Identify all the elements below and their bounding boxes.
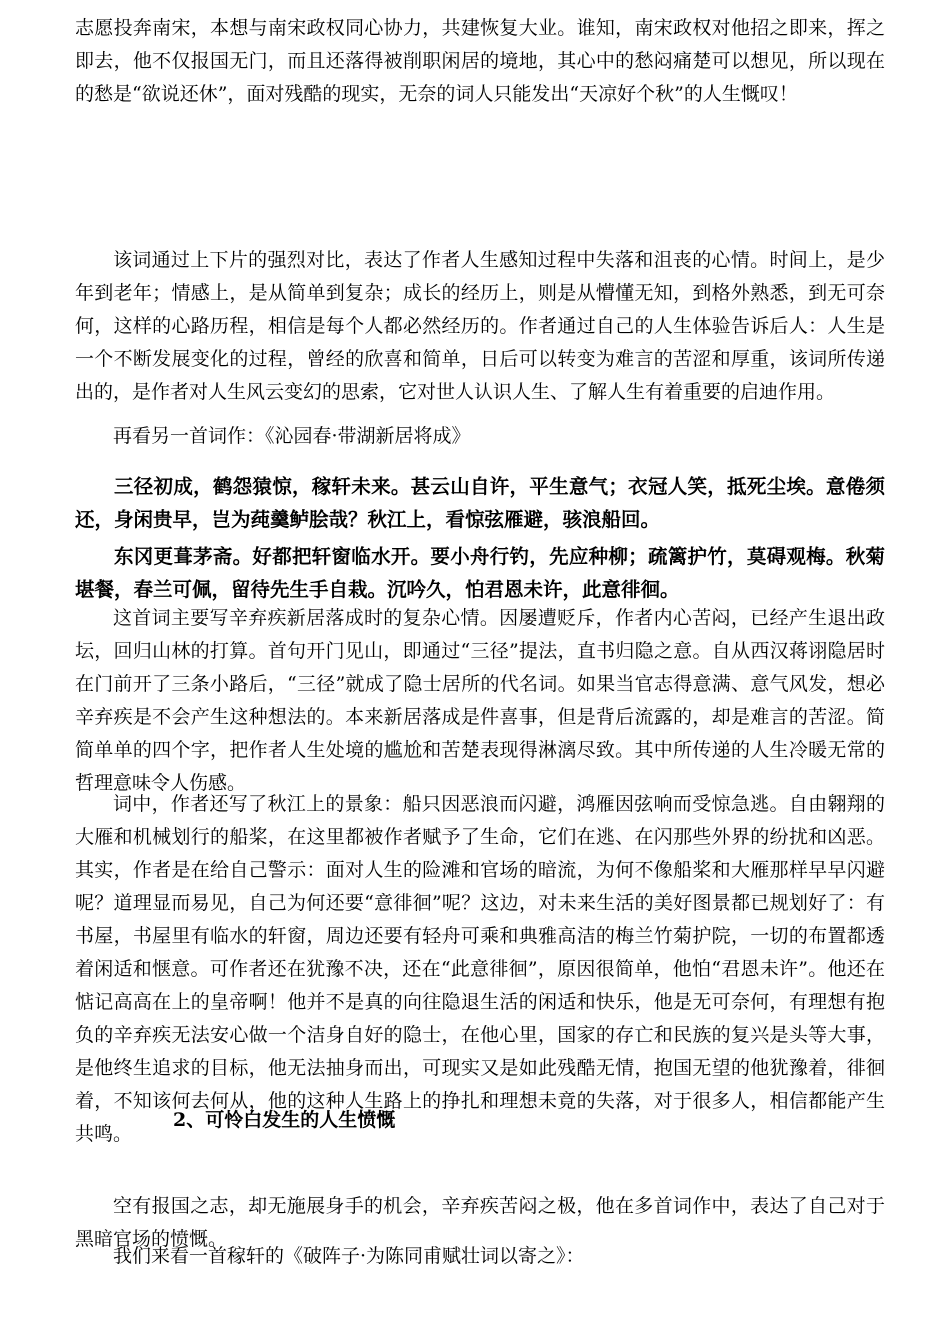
- paragraph-intro-poem: 再看另一首词作：《沁园春·带湖新居将成》: [113, 425, 471, 447]
- paragraph-3: 空有报国之志，却无施展身手的机会，辛弃疾苦闷之极，他在多首词作中，表达了自己对于黑暗官场的愤慨。: [75, 1195, 885, 1250]
- paragraph-4: 我们来看一首稼轩的《破阵子·为陈同甫赋壮词以寄之》：: [113, 1245, 585, 1267]
- paragraph-1: 志愿投奔南宋，本想与南宋政权同心协力，共建恢复大业。谁知，南宋政权对他招之即来，挥之即去，他不仅报国无门，而且还落得被削职闲居的境地，其心中的愁闷痛楚可以想见，所以现在的愁是“欲说还休”，面对残酷的现实，无奈的词人只能发出“天凉好个秋”的人生慨叹！: [75, 17, 885, 105]
- paragraph-2: 该词通过上下片的强烈对比，表达了作者人生感知过程中失落和沮丧的心情。时间上，是少年到老年；情感上，是从简单到复杂；成长的经历上，则是从懵懂无知，到格外熟悉，到无可奈何，这样的心路历程，相信是每个人都必然经历的。作者通过自己的人生体验告诉后人：人生是一个不断发展变化的过程，曾经的欣喜和简单，日后可以转变为难言的苦涩和厚重，该词所传递出的，是作者对人生风云变幻的思索，它对世人认识人生、了解人生有着重要的启迪作用。: [75, 249, 885, 403]
- section-heading: 2、可怜白发生的人生愤慨: [173, 1109, 396, 1131]
- paragraph-analysis-2: 词中，作者还写了秋江上的景象：船只因恶浪而闪避，鸿雁因弦响而受惊急逃。自由翱翔的大雁和机械划行的船桨，在这里都被作者赋予了生命，它们在逃、在闪那些外界的纷扰和凶恶。其实，作者是在给自己警示：面对人生的险滩和官场的暗流，为何不像船桨和大雁那样早早闪避呢？道理显而易见，自己为何还要“意徘徊”呢？这边，对未来生活的美好图景都已规划好了：有书屋，书屋里有临水的轩窗，周边还要有轻舟可乘和典雅高洁的梅兰竹菊护院，一切的布置都透着闲适和惬意。可作者还在犹豫不决，还在“此意徘徊”，原因很简单，他怕“君恩未许”。他还在惦记高高在上的皇帝啊！他并不是真的向往隐退生活的闲适和快乐，他是无可奈何，有理想有抱负的辛弃疾无法安心做一个洁身自好的隐士，在他心里，国家的存亡和民族的复兴是头等大事，是他终生追求的目标，他无法抽身而出，可现实又是如此残酷无情，抱国无望的他犹豫着，徘徊着，不知该何去何从，他的这种人生路上的挣扎和理想未竟的失落，对于很多人，相信都能产生共鸣。: [75, 793, 885, 1145]
- paragraph-analysis-1: 这首词主要写辛弃疾新居落成时的复杂心情。因屡遭贬斥，作者内心苦闷，已经产生退出政坛，回归山林的打算。首句开门见山，即通过“三径”提法，直书归隐之意。自从西汉蒋诩隐居时在门前开了三条小路后，“三径”就成了隐士居所的代名词。如果当官志得意满、意气风发，想必辛弃疾是不会产生这种想法的。本来新居落成是件喜事，但是背后流露的，却是难言的苦涩。简简单单的四个字，把作者人生处境的尴尬和苦楚表现得淋漓尽致。其中所传递的人生冷暖无常的哲理意味令人伤感。: [75, 607, 885, 794]
- poem-stanza-1: 三径初成，鹤怨猿惊，稼轩未来。甚云山自许，平生意气；衣冠人笑，抵死尘埃。意倦须还，身闲贵早，岂为莼羹鲈脍哉？秋江上，看惊弦雁避，骇浪船回。: [75, 475, 885, 531]
- poem-stanza-2: 东冈更葺茅斋。好都把轩窗临水开。要小舟行钓，先应种柳；疏篱护竹，莫碍观梅。秋菊堪餐，春兰可佩，留待先生手自栽。沉吟久，怕君恩未许，此意徘徊。: [75, 545, 885, 601]
